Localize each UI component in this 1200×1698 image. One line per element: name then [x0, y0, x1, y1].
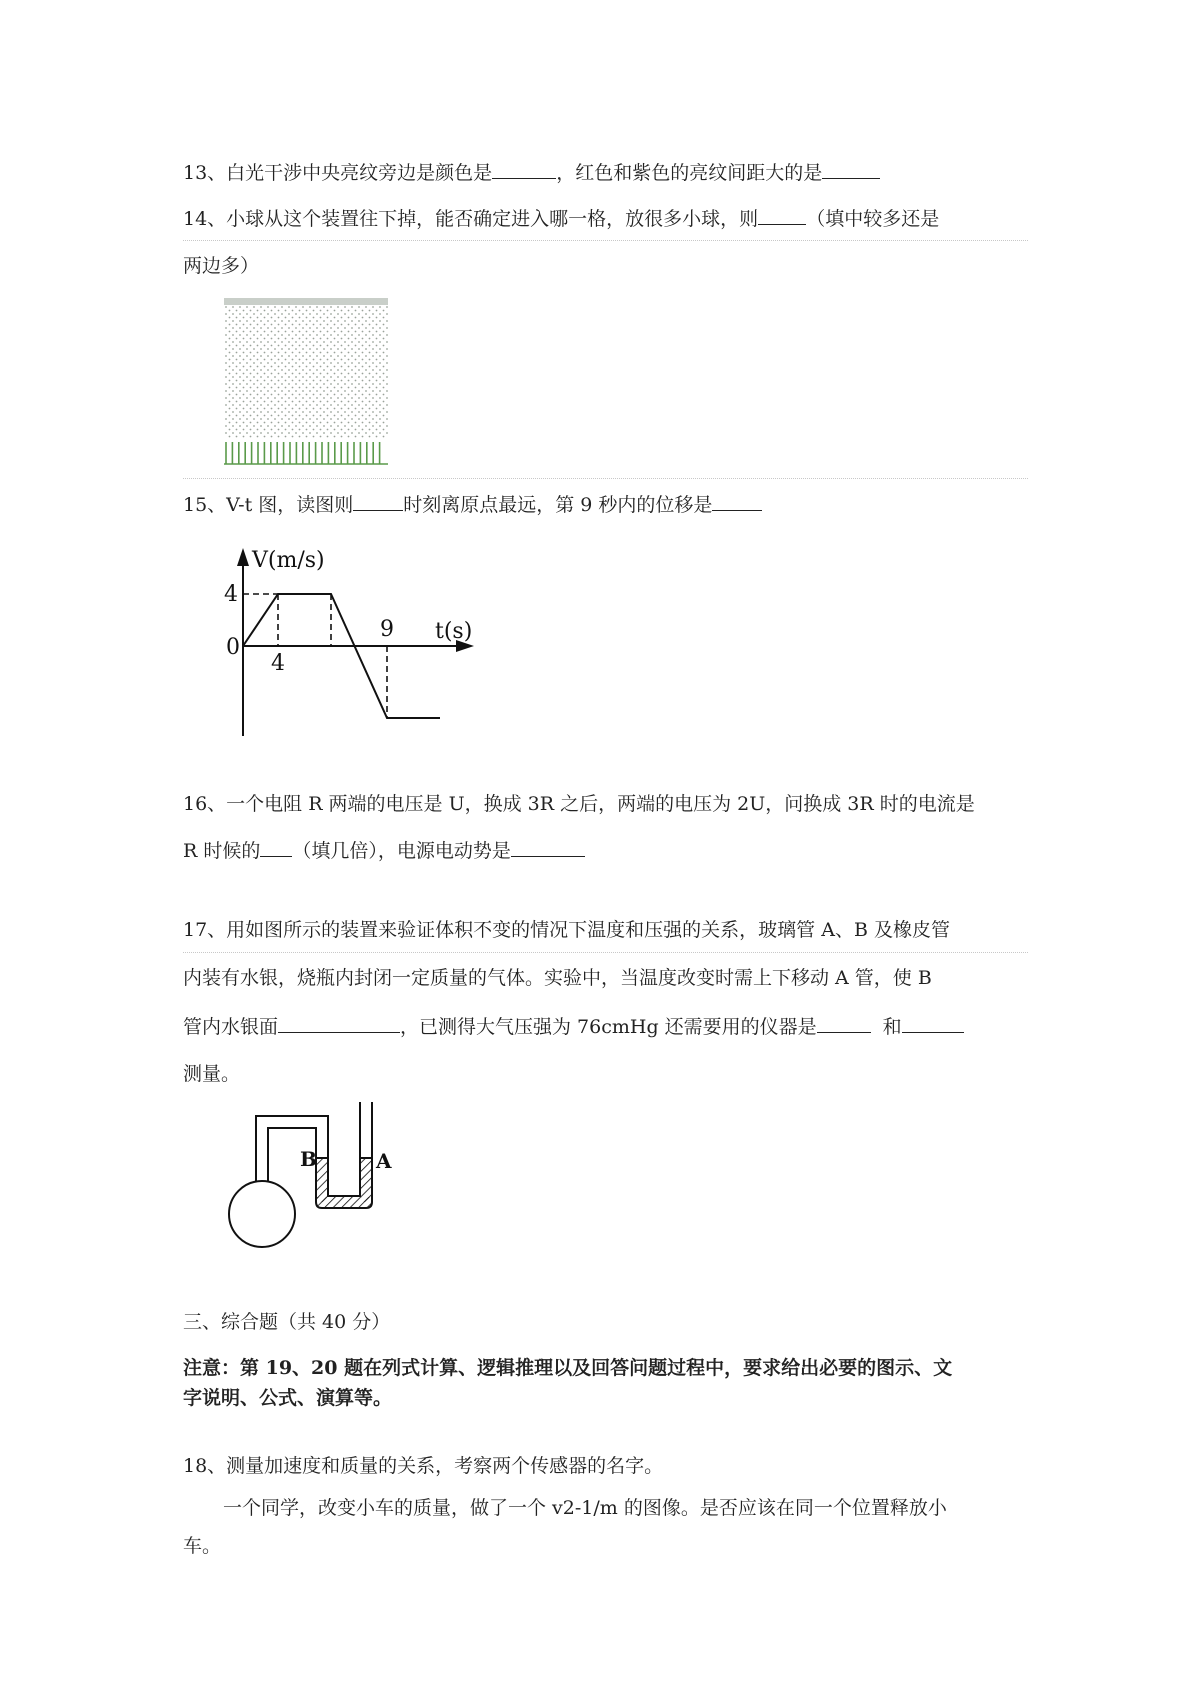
mercury-b [317, 1158, 327, 1202]
question-18-line-1: 18、测量加速度和质量的关系，考察两个传感器的名字。 [183, 1455, 664, 1477]
q17-blank-2[interactable] [817, 1014, 871, 1033]
vt-x-tick-4: 4 [271, 651, 285, 676]
vt-y-arrow [237, 548, 249, 566]
q13-blank-2[interactable] [822, 160, 880, 179]
vt-x-tick-9: 9 [380, 617, 394, 642]
vt-y-tick-4: 4 [224, 582, 238, 607]
q17-blank-3[interactable] [902, 1014, 964, 1033]
section-3-note-line-1: 注意：第 19、20 题在列式计算、逻辑推理以及回答问题过程中，要求给出必要的图示、文 [183, 1357, 953, 1379]
section-3-title: 三、综合题（共 40 分） [183, 1311, 391, 1333]
q13-text-b: ，红色和紫色的亮纹间距大的是 [556, 162, 823, 184]
galton-top-strip [224, 298, 388, 305]
q16-blank-1[interactable] [260, 838, 292, 857]
dotted-rule [183, 240, 1028, 241]
q17-text-a: 管内水银面 [183, 1016, 279, 1038]
q15-text-a: 15、V-t 图，读图则 [183, 494, 354, 516]
question-17-line-3 [183, 1014, 964, 1039]
galton-bins [226, 442, 380, 464]
question-15 [183, 492, 762, 517]
galton-peg-field [224, 306, 388, 438]
manometer-diagram [226, 1102, 406, 1254]
label-a: A [376, 1149, 392, 1173]
q16-blank-2[interactable] [511, 838, 585, 857]
question-18-line-2: 一个同学，改变小车的质量，做了一个 v2-1/m 的图像。是否应该在同一个位置释放小 [223, 1497, 947, 1519]
q17-text-and: 和 [882, 1016, 902, 1038]
q16-text-a: R 时候的 [183, 840, 261, 862]
question-17-line-4: 测量。 [183, 1063, 241, 1085]
q17-text-b: ，已测得大气压强为 76cmHg 还需要用的仪器是 [400, 1016, 817, 1038]
section-3-note-line-2: 字说明、公式、演算等。 [183, 1387, 393, 1409]
question-18-line-3: 车。 [183, 1535, 222, 1557]
q14-text-b: （填中较多还是 [806, 208, 940, 230]
vt-origin-label: 0 [226, 635, 240, 660]
q16-text-b: （填几倍），电源电动势是 [292, 840, 511, 862]
question-14-line-2: 两边多） [183, 255, 260, 277]
question-13 [183, 160, 880, 185]
flask-bulb [229, 1181, 295, 1247]
mercury-a [361, 1158, 371, 1202]
question-16-line-2 [183, 838, 585, 863]
galton-board-figure [224, 298, 388, 466]
q14-text-a: 14、小球从这个装置往下掉，能否确定进入哪一格，放很多小球，则 [183, 208, 759, 230]
q13-text-a: 13、白光干涉中央亮纹旁边是颜色是 [183, 162, 493, 184]
q15-text-b: 时刻离原点最远，第 9 秒内的位移是 [403, 494, 713, 516]
question-16-line-1: 16、一个电阻 R 两端的电压是 U，换成 3R 之后，两端的电压为 2U，问换成 3R 时的电流是 [183, 793, 975, 815]
dotted-rule [183, 952, 1028, 953]
q15-blank-1[interactable] [353, 492, 403, 511]
q13-blank-1[interactable] [492, 160, 556, 179]
q17-blank-1[interactable] [278, 1014, 400, 1033]
vt-y-axis-label: V(m/s) [252, 548, 325, 573]
dotted-rule [183, 478, 1028, 479]
vt-graph [210, 538, 480, 744]
q15-blank-2[interactable] [712, 492, 762, 511]
question-17-line-1: 17、用如图所示的装置来验证体积不变的情况下温度和压强的关系，玻璃管 A、B 及橡皮管 [183, 919, 950, 941]
label-b: B [300, 1147, 317, 1171]
question-17-line-2: 内装有水银，烧瓶内封闭一定质量的气体。实验中，当温度改变时需上下移动 A 管，使 B [183, 967, 932, 989]
vt-x-axis-label: t(s) [435, 619, 473, 644]
q14-blank[interactable] [758, 206, 806, 225]
u-tube-inner [328, 1102, 360, 1196]
question-14-line-1 [183, 206, 939, 231]
